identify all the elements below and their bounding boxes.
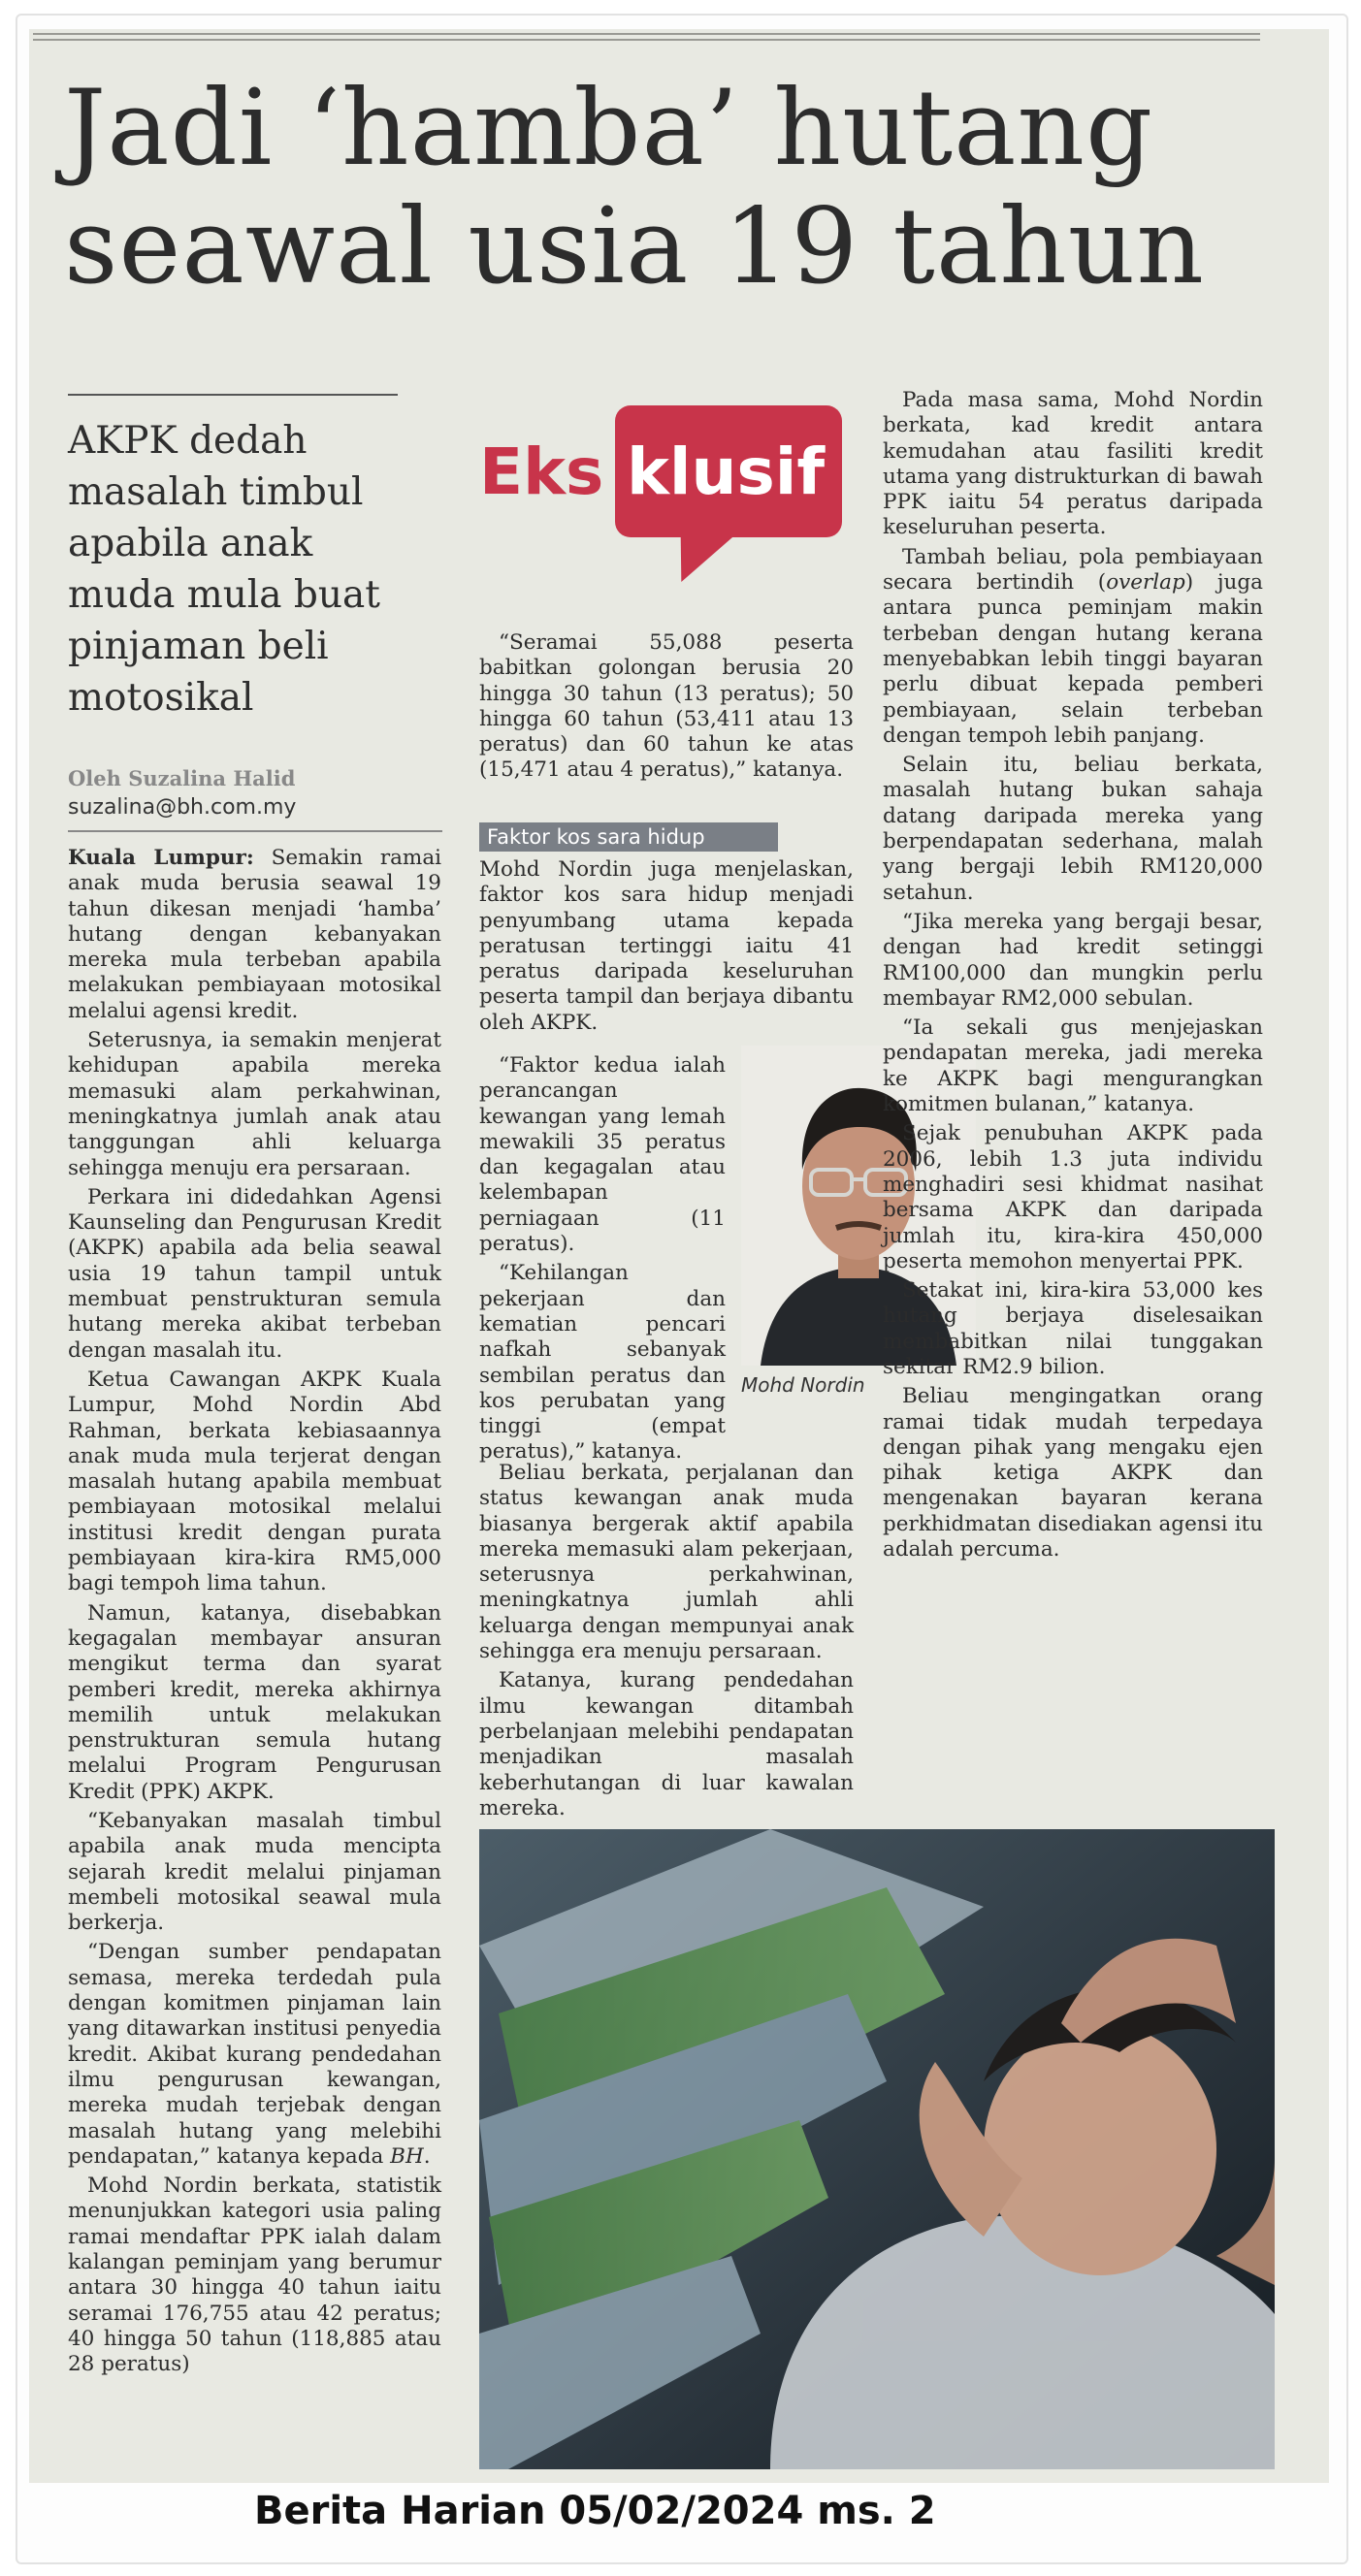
source-citation: Berita Harian 05/02/2024 ms. 2 [254, 2489, 936, 2533]
paragraph: Mohd Nordin juga menjelaskan, faktor kos sara hidup menjadi penyumbang utama kepada peratusan tertinggi iaitu 41 peratus daripada keseluruhan peserta tampil dan berjaya dibantu oleh AKPK. [479, 857, 854, 1035]
article-column-3 [883, 388, 1263, 1566]
paragraph: “Seramai 55,088 peserta babitkan golongan berusia 20 hingga 30 tahun (13 peratus); 50 hingga 60 tahun (53,411 atau 13 peratus) dan 60 tahun ke atas (15,471 atau 4 peratus),” katanya. [479, 630, 854, 783]
paragraph: Sejak penubuhan AKPK pada 2006, lebih 1.3 juta individu menghadiri sesi khidmat nasihat bersama AKPK dan daripada jumlah itu, kira-kira 450,000 peserta memohon menyertai PPK. [883, 1121, 1263, 1273]
paragraph: “Kebanyakan masalah timbul apabila anak muda mencipta sejarah kredit melalui pinjaman membeli motosikal seawal mula berkerja. [68, 1808, 441, 1936]
article-column-2 [479, 630, 854, 788]
paragraph: Pada masa sama, Mohd Nordin berkata, kad kredit antara kemudahan atau fasiliti kredit utama yang distrukturkan di bawah PPK iaitu 54 peratus daripada keseluruhan peserta. [883, 388, 1263, 540]
paper-abbrev: BH [390, 2143, 424, 2169]
paragraph-text: ) juga antara punca peminjam makin terbeban dengan hutang kerana menyebabkan lebih tinggi bayaran perlu dibuat kepada pemberi pembiayaan, selain terbeban dengan tempoh lebih panjang. [883, 570, 1263, 748]
paragraph: Namun, katanya, disebabkan kegagalan membayar ansuran mengikut terma dan syarat pemberi kredit, mereka akhirnya memilih untuk melakukan penstrukturan semula hutang melalui Program Pengurusan Kredit (PPK) AKPK. [68, 1600, 441, 1804]
article-column-2-wrap [479, 1053, 726, 1469]
dateline: Kuala Lumpur: [68, 846, 254, 870]
paragraph: Beliau mengingatkan orang ramai tidak mudah terpedaya dengan pihak yang mengaku ejen pihak ketiga AKPK dan mengenakan bayaran kerana perkhidmatan disediakan agensi itu adalah percuma. [883, 1384, 1263, 1562]
paragraph-text: Semakin ramai anak muda berusia seawal 19 tahun dikesan menjadi ‘hamba’ hutang dengan kebanyakan mereka mula terbeban apabila melakukan pembiayaan motosikal melalui agensi kredit. [68, 846, 442, 1023]
headline-line-2: seawal usia 19 tahun [64, 186, 1205, 307]
paragraph: Selain itu, beliau berkata, masalah hutang bukan sahaja datang daripada mereka yang berpendapatan sederhana, malah yang bergaji lebih RM120,000 setahun. [883, 753, 1263, 905]
eksklusif-label-part-1: Eks [479, 435, 604, 509]
paragraph: “Ia sekali gus menjejaskan pendapatan mereka, jadi mereka ke AKPK bagi mengurangkan komitmen bulanan,” katanya. [883, 1015, 1263, 1117]
italic-term: overlap [1106, 570, 1185, 596]
photo-illustration [479, 1829, 1275, 2469]
main-photo [479, 1829, 1275, 2469]
punctuation: . [423, 2143, 431, 2169]
paragraph [68, 846, 441, 1024]
paragraph-text: “Dengan sumber pendapatan semasa, mereka terdedah pula dengan komitmen pinjaman lain yang ditawarkan institusi penyedia kredit. Akibat kurang pendedahan ilmu pengurusan kewangan, mereka mudah terjebak dengan masalah hutang yang melebihi pendapatan,” katanya kepada [68, 1940, 441, 2169]
paragraph: Ketua Cawangan AKPK Kuala Lumpur, Mohd Nordin Abd Rahman, berkata kebiasaannya anak muda mula terjerat dengan masalah hutang apabila membuat pembiayaan motosikal melalui institusi kredit dengan purata pembiayaan kira-kira RM5,000 bagi tempoh lima tahun. [68, 1367, 441, 1596]
paragraph: Mohd Nordin berkata, statistik menunjukkan kategori usia paling ramai mendaftar PPK ialah dalam kalangan peminjam yang berumur antara 30 hingga 40 tahun iaitu seramai 176,755 atau 42 peratus; 40 hingga 50 tahun (118,885 atau 28 peratus) [68, 2174, 441, 2377]
paragraph: “Kehilangan pekerjaan dan kematian pencari nafkah sebanyak sembilan peratus dan kos perubatan yang tinggi (empat peratus),” katanya. [479, 1261, 726, 1465]
top-rule [33, 33, 1260, 41]
deck-subheadline: AKPK dedah masalah timbul apabila anak muda mula buat pinjaman beli motosikal [68, 419, 380, 720]
paragraph: Katanya, kurang pendedahan ilmu kewangan ditambah perbelanjaan melebihi pendapatan menjadikan masalah keberhutangan di luar kawalan mereka. [479, 1668, 854, 1820]
paragraph: Beliau berkata, perjalanan dan status kewangan anak muda biasanya bergerak aktif apabila mereka memasuki alam pekerjaan, seterusnya perkahwinan, meningkatnya jumlah ahli keluarga dengan mempunyai anak sehingga era menuju persaraan. [479, 1461, 854, 1664]
paragraph [68, 1940, 441, 2170]
deck-rule [68, 394, 398, 396]
headline [64, 70, 1277, 306]
paragraph: Setakat ini, kira-kira 53,000 kes hutang berjaya diselesaikan membabitkan nilai tunggakan sekitar RM2.9 bilion. [883, 1278, 1263, 1379]
article-column-2-upper [479, 857, 854, 1040]
byline-email: suzalina@bh.com.my [68, 795, 297, 820]
byline-author: Oleh Suzalina Halid [68, 766, 296, 790]
byline-rule [68, 830, 442, 832]
article-column-1 [68, 846, 441, 2382]
paragraph: Perkara ini didedahkan Agensi Kaunseling dan Pengurusan Kredit (AKPK) apabila ada belia seawal usia 19 tahun tampil untuk membuat penstrukturan semula hutang mereka akibat terbeban dengan masalah itu. [68, 1184, 441, 1363]
paragraph [883, 545, 1263, 749]
paragraph: “Faktor kedua ialah perancangan kewangan yang lemah mewakili 35 peratus dan kegagalan atau kelembapan perniagaan (11 peratus). [479, 1053, 726, 1257]
article-column-2-lower [479, 1461, 854, 1825]
section-subhead: Faktor kos sara hidup [479, 822, 778, 852]
eksklusif-badge [479, 398, 848, 592]
portrait-caption: Mohd Nordin [741, 1373, 865, 1397]
paragraph: “Jika mereka yang bergaji besar, dengan had kredit setinggi RM100,000 dan mungkin perlu membayar RM2,000 sebulan. [883, 909, 1263, 1011]
paragraph-text: Tambah beliau, pola pembiayaan secara bertindih ( [883, 544, 1263, 596]
speech-bubble-tail [658, 533, 736, 582]
eksklusif-label-part-2: klusif [627, 435, 826, 509]
headline-line-1: Jadi ‘hamba’ hutang [64, 68, 1154, 189]
paragraph: Seterusnya, ia semakin menjerat kehidupan apabila mereka memasuki alam perkahwinan, meningkatnya jumlah anak atau tanggungan ahli keluarga sehingga menuju era persaraan. [68, 1028, 441, 1180]
